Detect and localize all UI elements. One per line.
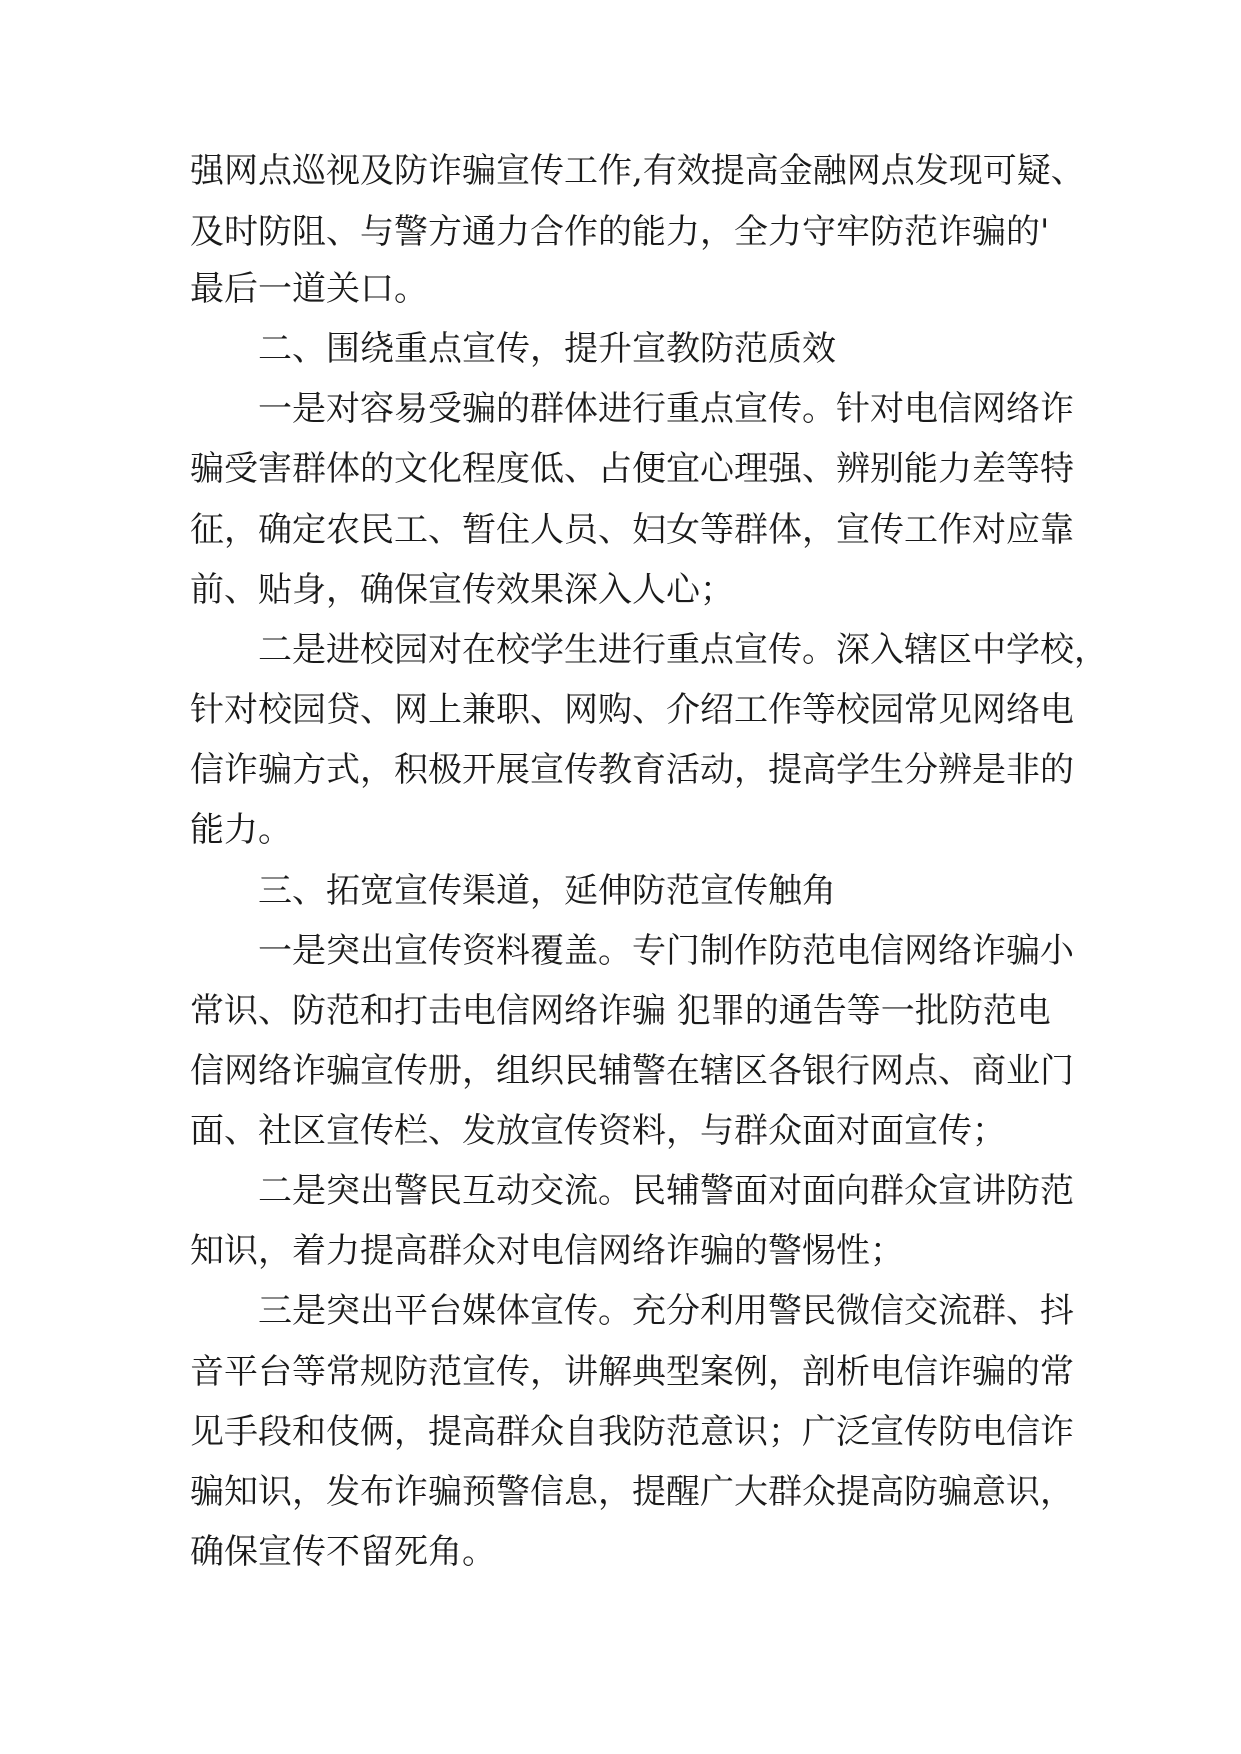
text-line: 骗知识，发布诈骗预警信息，提醒广大群众提高防骗意识， [190,1472,1074,1512]
text-line: 及时防阻、与警方通力合作的能力，全力守牢防范诈骗的' [190,212,1050,252]
text-line: 信诈骗方式，积极开展宣传教育活动，提高学生分辨是非的 [190,750,1074,790]
section-heading: 二、围绕重点宣传，提升宣教防范质效 [258,329,836,369]
text-line: 见手段和伎俩，提高群众自我防范意识；广泛宣传防电信诈 [190,1412,1074,1452]
text-line: 前、贴身，确保宣传效果深入人心； [190,570,734,610]
text-line: 确保宣传不留死角。 [190,1532,496,1572]
text-line: 针对校园贷、网上兼职、网购、介绍工作等校园常见网络电 [190,690,1074,730]
text-line: 二是突出警民互动交流。民辅警面对面向群众宣讲防范 [258,1171,1074,1211]
text-line: 最后一道关口。 [190,269,428,309]
text-line: 征，确定农民工、暂住人员、妇女等群体，宣传工作对应靠 [190,510,1074,550]
text-line: 常识、防范和打击电信网络诈骗 犯罪的通告等一批防范电 [190,991,1051,1031]
text-line: 知识，着力提高群众对电信网络诈骗的警惕性； [190,1231,904,1271]
text-line: 强网点巡视及防诈骗宣传工作,有效提高金融网点发现可疑、 [190,151,1085,191]
text-line: 二是进校园对在校学生进行重点宣传。深入辖区中学校， [258,630,1108,670]
text-line: 骗受害群体的文化程度低、占便宜心理强、辨别能力差等特 [190,449,1074,489]
text-line: 音平台等常规防范宣传，讲解典型案例，剖析电信诈骗的常 [190,1352,1074,1392]
text-line: 三是突出平台媒体宣传。充分利用警民微信交流群、抖 [258,1291,1074,1331]
text-line: 一是突出宣传资料覆盖。专门制作防范电信网络诈骗小 [258,931,1074,971]
text-line: 能力。 [190,810,292,850]
text-line: 信网络诈骗宣传册，组织民辅警在辖区各银行网点、商业门 [190,1051,1074,1091]
section-heading: 三、拓宽宣传渠道，延伸防范宣传触角 [258,871,836,911]
text-line: 面、社区宣传栏、发放宣传资料，与群众面对面宣传； [190,1111,1006,1151]
text-line: 一是对容易受骗的群体进行重点宣传。针对电信网络诈 [258,389,1074,429]
